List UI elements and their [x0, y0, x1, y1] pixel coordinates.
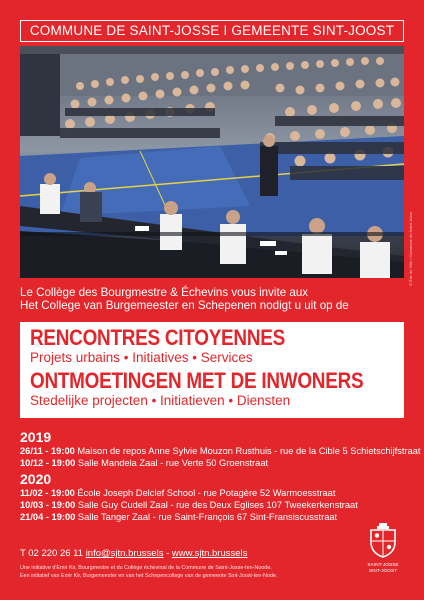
event-row [20, 458, 268, 469]
event-date: 10/12 - 19:00 [20, 458, 76, 468]
town-meeting-photo [20, 46, 404, 278]
subtitle-nl: Stedelijke projecten • Initiatieven • Diensten [30, 393, 291, 408]
logo-label-fr: SAINT-JOSSE [367, 563, 399, 568]
event-place: Salle Tanger Zaal - rue Saint-François 67 Sint-Fransiscusstraat [77, 512, 338, 522]
event-row [20, 500, 358, 511]
email-link[interactable]: info@sjtn.brussels [85, 548, 164, 559]
event-place: École Joseph Delclef School - rue Potagère 52 Warmoesstraat [77, 488, 336, 498]
event-date: 11/02 - 19:00 [20, 488, 75, 498]
subtitle-fr: Projets urbains • Initiatives • Services [30, 350, 253, 365]
phone-number: T 02 220 26 11 [20, 548, 84, 559]
invitation-line-fr: Le Collège des Bourgmestre & Échevins vous invite aux [20, 286, 309, 299]
coat-of-arms-icon [368, 522, 398, 558]
event-row [20, 512, 337, 523]
logo-label-nl: SINT-JOOST [368, 568, 398, 574]
event-place: Salle Mandela Zaal - rue Verte 50 Groenstraat [77, 458, 269, 468]
commune-logo [362, 522, 404, 582]
title-fr: RENCONTRES CITOYENNES [30, 325, 285, 350]
year-2019: 2019 [20, 429, 52, 445]
footer-initiative-nl: Een initiatief van Emir Kir, Burgemeester en van het Schepencollege van de gemeente Sint-Joost-ten-Node. [20, 573, 278, 579]
event-place: Salle Guy Cudell Zaal - rue des Deux Eglises 107 Tweekerkenstraat [77, 500, 358, 510]
header-title: COMMUNE DE SAINT-JOSSE I GEMEENTE SINT-JOOST [20, 20, 404, 42]
event-date: 10/03 - 19:00 [20, 500, 76, 510]
footer-initiative-fr: Une initiative d'Emir Kir, Bourgmestre et du Collège échevinal de la Commune de Saint-Josse-ten-Noode. [20, 565, 272, 571]
contact-separator: - [163, 548, 172, 559]
year-2020: 2020 [20, 471, 52, 487]
title-nl: ONTMOETINGEN MET DE INWONERS [30, 368, 364, 393]
title-box [20, 322, 404, 418]
website-link[interactable]: www.sjtn.brussels [171, 548, 248, 559]
event-place: Maison de repos Anne Sylvie Mouzon Rusthuis - rue de la Cible 5 Schietschijfstraat [77, 446, 421, 456]
event-row [20, 446, 421, 457]
event-row [20, 488, 335, 499]
photo-credit: © Éric de Ville / Commune de Saint-Josse [408, 211, 413, 286]
photo-illustration [20, 46, 404, 278]
event-date: 26/11 - 19:00 [20, 446, 75, 456]
contact-line [20, 548, 247, 559]
invitation-text [20, 286, 404, 312]
event-date: 21/04 - 19:00 [20, 512, 76, 522]
invitation-line-nl: Het College van Burgemeester en Schepenen nodigt u uit op de [20, 299, 349, 312]
